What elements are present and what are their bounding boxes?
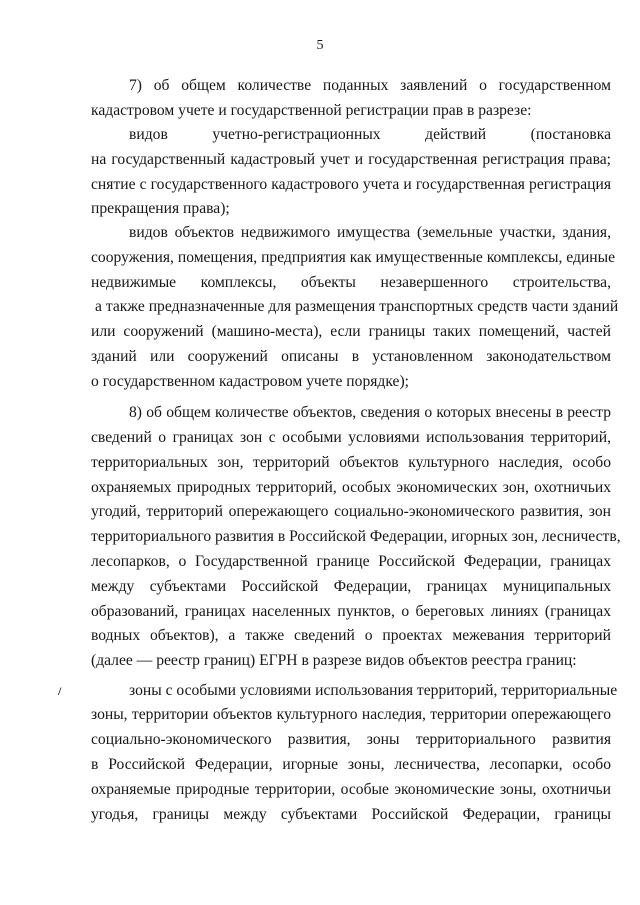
margin-mark: /	[58, 684, 62, 698]
paragraph-line: зоны, территории объектов культурного наследия, территории опережающего	[91, 706, 611, 723]
paragraph-line: лесопарков, о Государственной границе Российской Федерации, границах	[91, 553, 611, 570]
paragraph-line: водных объектов), а также сведений о проектах межевания территорий	[91, 627, 611, 644]
page-number: 5	[316, 38, 324, 53]
paragraph-line: 7) об общем количестве поданных заявлений о государственном	[129, 77, 611, 94]
paragraph-line: в Российской Федерации, игорные зоны, лесничества, лесопарки, особо	[91, 756, 611, 773]
paragraph-line: социально-экономического развития, зоны территориального развития	[91, 731, 611, 748]
paragraph-line: снятие с государственного кадастрового учета и государственная регистрация	[91, 176, 611, 193]
paragraph-line: прекращения права);	[91, 200, 230, 217]
paragraph-line: территориального развития в Российской Федерации, игорных зон, лесничеств,	[91, 528, 621, 545]
paragraph-line: образований, границах населенных пунктов, о береговых линиях (границах	[91, 603, 611, 620]
paragraph-line: угодья, границы между субъектами Российской Федерации, границы	[91, 806, 611, 823]
paragraph-line: кадастровом учете и государственной регистрации прав в разрезе:	[91, 102, 532, 119]
paragraph-line: зданий или сооружений описаны в установленном законодательством	[91, 348, 611, 365]
paragraph-line: а также предназначенные для размещения транспортных средств части зданий	[95, 298, 619, 315]
paragraph-line: 8) об общем количестве объектов, сведения о которых внесены в реестр	[129, 404, 611, 421]
paragraph-line: недвижимые комплексы, объекты незавершенного строительства,	[91, 274, 611, 291]
paragraph-line: охраняемых природных территорий, особых экономических зон, охотничьих	[91, 479, 611, 496]
paragraph-line: видов объектов недвижимого имущества (земельные участки, здания,	[129, 224, 611, 241]
paragraph-line: (далее — реестр границ) ЕГРН в разрезе видов объектов реестра границ:	[91, 652, 577, 669]
paragraph-line: видов учетно-регистрационных действий (постановка	[129, 126, 611, 143]
paragraph-line: охраняемые природные территории, особые экономические зоны, охотничьи	[91, 781, 611, 798]
paragraph-line: между субъектами Российской Федерации, границах муниципальных	[91, 578, 611, 595]
paragraph-line: зоны с особыми условиями использования территорий, территориальные	[129, 682, 618, 699]
paragraph-line: угодий, территорий опережающего социально-экономического развития, зон	[91, 503, 611, 520]
paragraph-line: на государственный кадастровый учет и государственная регистрация права;	[91, 151, 611, 168]
paragraph-line: сведений о границах зон с особыми условиями использования территорий,	[91, 429, 611, 446]
paragraph-line: о государственном кадастровом учете порядке);	[91, 373, 409, 390]
paragraph-line: сооружения, помещения, предприятия как имущественные комплексы, единые	[91, 249, 616, 266]
paragraph-line: или сооружений (машино-места), если границы таких помещений, частей	[91, 323, 611, 340]
paragraph-line: территориальных зон, территорий объектов культурного наследия, особо	[91, 454, 611, 471]
